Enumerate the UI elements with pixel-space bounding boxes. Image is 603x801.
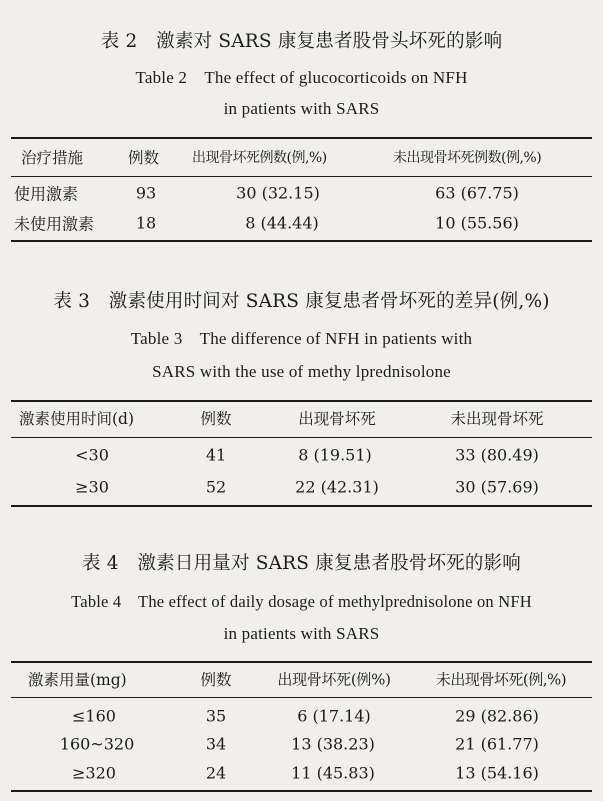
table-3-header-count: 例数 [200,410,232,428]
table-3-header-no-necrosis: 未出现骨坏死 [450,410,544,428]
table-3-cell-necrosis: 8 (19.51) [298,445,372,465]
table-4-header-rule [11,697,592,698]
table-3-header-duration: 激素使用时间(d) [19,410,135,428]
table-3-header-rule [11,437,592,438]
table-4-title-en-line1: Table 4 The effect of daily dosage of methylprednisolone on NFH [71,592,532,611]
table-4-cell-count: 34 [205,734,227,754]
table-4-title-cn: 表 4 激素日用量对 SARS 康复患者股骨坏死的影响 [82,553,521,574]
table-2-bottom-rule [11,240,592,242]
table-3-title-cn: 表 3 激素使用时间对 SARS 康复患者骨坏死的差异(例,%) [53,291,550,312]
table-2-title-en-line1: Table 2 The effect of glucocorticoids on NFH [135,68,468,87]
table-3-bottom-rule [11,505,592,507]
table-3-cell-no-necrosis: 33 (80.49) [455,445,539,465]
table-2-top-rule [11,137,592,139]
table-2-header-count: 例数 [128,149,160,167]
table-2-cell-count: 18 [135,213,157,233]
table-2-header-no-necrosis: 未出现骨坏死例数(例,%) [393,150,542,166]
table-2-cell-no-necrosis: 10 (55.56) [435,213,519,233]
table-4-cell-count: 35 [205,706,227,726]
table-2-cell-necrosis: 8 (44.44) [245,213,319,233]
table-4-cell-no-necrosis: 29 (82.86) [455,706,539,726]
table-4-cell-dosage: 160~320 [59,734,135,754]
table-4-header-necrosis: 出现骨坏死(例%) [277,670,391,689]
table-2-cell-count: 93 [135,183,157,203]
table-4-header-dosage: 激素用量(mg) [28,671,127,689]
table-4-cell-no-necrosis: 21 (61.77) [455,734,539,754]
table-2-cell-no-necrosis: 63 (67.75) [435,183,519,203]
table-2-cell-measure: 使用激素 [14,184,79,204]
table-4-cell-necrosis: 13 (38.23) [291,734,375,754]
table-4-cell-dosage: ≥320 [72,763,116,783]
table-4-header-count: 例数 [200,671,232,689]
table-2-header-rule [11,176,592,177]
table-2-header-necrosis: 出现骨坏死例数(例,%) [192,150,327,166]
table-4-cell-no-necrosis: 13 (54.16) [455,763,539,783]
table-3-cell-duration: <30 [75,445,109,465]
table-4-bottom-rule [11,790,592,792]
table-4-cell-dosage: ≤160 [72,706,116,726]
table-4-top-rule [11,661,592,663]
table-3-title-en-line1: Table 3 The difference of NFH in patients with [130,329,473,348]
table-2-cell-measure: 未使用激素 [14,214,95,234]
table-3-cell-no-necrosis: 30 (57.69) [455,477,539,497]
table-2-header-measure: 治疗措施 [21,149,84,167]
table-2-title-en-line2: in patients with SARS [223,99,380,118]
table-3-cell-count: 52 [205,477,227,497]
table-4-cell-necrosis: 11 (45.83) [291,763,375,783]
table-3-top-rule [11,400,592,402]
table-3-header-necrosis: 出现骨坏死 [298,410,376,428]
table-2-cell-necrosis: 30 (32.15) [236,183,320,203]
table-4-cell-necrosis: 6 (17.14) [297,706,371,726]
table-3-cell-count: 41 [205,445,227,465]
table-3-cell-necrosis: 22 (42.31) [295,477,379,497]
table-4-title-en-line2: in patients with SARS [223,624,380,643]
table-3-title-en-line2: SARS with the use of methy lprednisolone [152,362,451,381]
table-3-cell-duration: ≥30 [75,477,109,497]
table-4-cell-count: 24 [205,763,227,783]
table-4-header-no-necrosis: 未出现骨坏死(例,%) [435,670,567,689]
table-2-title-cn: 表 2 激素对 SARS 康复患者股骨头坏死的影响 [100,31,503,52]
